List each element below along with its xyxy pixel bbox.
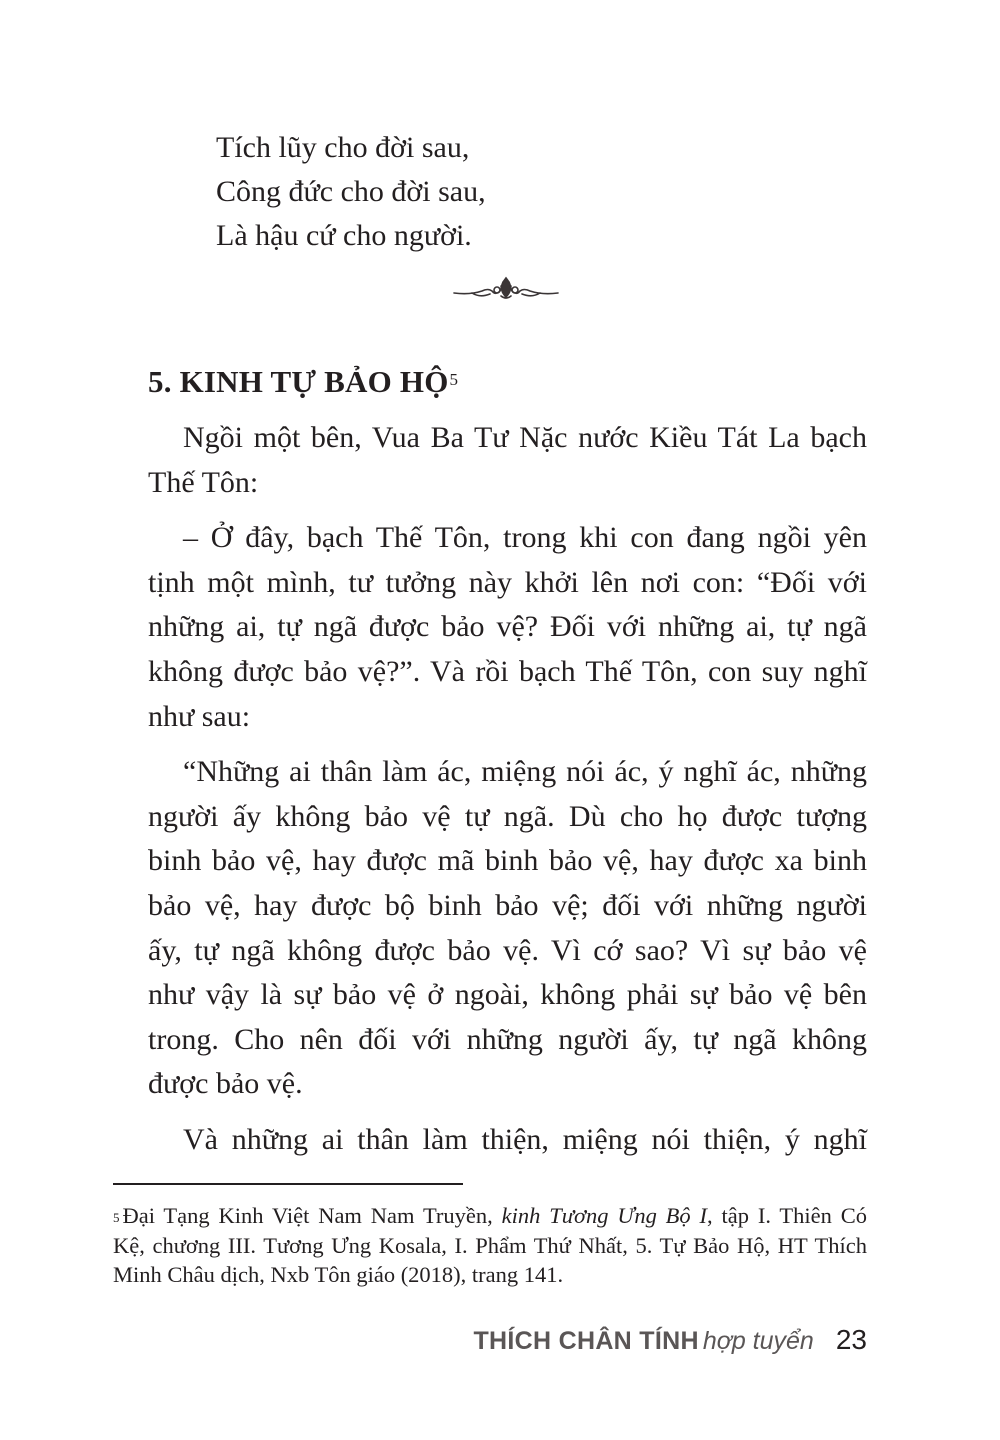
text-line: Và những ai thân làm thiện, miệng nói thiện, ý nghĩ xyxy=(183,1122,867,1156)
paragraph xyxy=(113,516,867,739)
footnote-work-title: kinh Tương Ưng Bộ I xyxy=(501,1203,708,1228)
section-title: 5. KINH TỰ BẢO HỘ xyxy=(148,364,449,399)
footer-subtitle: hợp tuyển xyxy=(702,1327,814,1355)
flourish-divider-icon xyxy=(452,276,560,302)
footnote-source: Đại Tạng Kinh Việt Nam Nam Truyền, xyxy=(122,1203,502,1228)
footnote-line: Kệ, chương III. Tương Ưng Kosala, I. Phẩm Thứ Nhất, 5. Tự Bảo Hộ, HT Thích xyxy=(113,1232,867,1258)
section-heading xyxy=(148,360,458,404)
text-line: trong. Cho nên đối với những người ấy, tự ngã không xyxy=(148,1022,867,1056)
text-line: như sau: xyxy=(148,699,251,733)
verse-line: Là hậu cứ cho người. xyxy=(216,219,472,252)
footnote-line xyxy=(113,1201,867,1231)
text-line: tịnh một mình, tư tưởng này khởi lên nơi con: “Đối với xyxy=(148,565,867,599)
footnote-reference[interactable]: 5 xyxy=(449,370,459,389)
footnote-line: Minh Châu dịch, Nxb Tôn giáo (2018), trang 141. xyxy=(113,1262,564,1287)
text-line: ấy, tự ngã không được bảo vệ. Vì cớ sao? Vì sự bảo vệ xyxy=(148,933,867,967)
verse-line: Tích lũy cho đời sau, xyxy=(216,131,470,164)
footnote xyxy=(113,1201,867,1290)
footer-author: THÍCH CHÂN TÍNH xyxy=(473,1327,699,1355)
text-line: những ai, tự ngã được bảo vệ? Đối với những ai, tự ngã xyxy=(148,610,867,644)
body-text xyxy=(113,416,867,1174)
paragraph xyxy=(113,750,867,1107)
text-line: binh bảo vệ, hay được mã binh bảo vệ, hay được xa binh xyxy=(148,844,867,878)
text-line: – Ở đây, bạch Thế Tôn, trong khi con đang ngồi yên xyxy=(183,521,867,555)
text-line: được bảo vệ. xyxy=(148,1067,303,1101)
text-line: bảo vệ, hay được bộ binh bảo vệ; đối với những người xyxy=(148,888,867,922)
page-number: 23 xyxy=(835,1324,867,1355)
footnote-separator xyxy=(113,1183,463,1185)
verse-line: Công đức cho đời sau, xyxy=(216,175,486,208)
running-footer xyxy=(473,1322,867,1359)
paragraph xyxy=(113,416,867,505)
verse-block xyxy=(216,126,486,258)
text-line: Ngồi một bên, Vua Ba Tư Nặc nước Kiều Tát La bạch xyxy=(183,421,867,454)
text-line: người ấy không bảo vệ tự ngã. Dù cho họ được tượng xyxy=(148,799,867,833)
text-line: không được bảo vệ?”. Và rồi bạch Thế Tôn, con suy nghĩ xyxy=(148,654,867,688)
text-line: Thế Tôn: xyxy=(148,465,259,499)
paragraph xyxy=(113,1118,867,1163)
footnote-marker: 5 xyxy=(113,1210,120,1225)
text-line: như vậy là sự bảo vệ ở ngoài, không phải sự bảo vệ bên xyxy=(148,978,867,1012)
footnote-volume: , tập I. Thiên Có xyxy=(707,1203,867,1228)
text-line: “Những ai thân làm ác, miệng nói ác, ý nghĩ ác, những xyxy=(183,755,867,789)
